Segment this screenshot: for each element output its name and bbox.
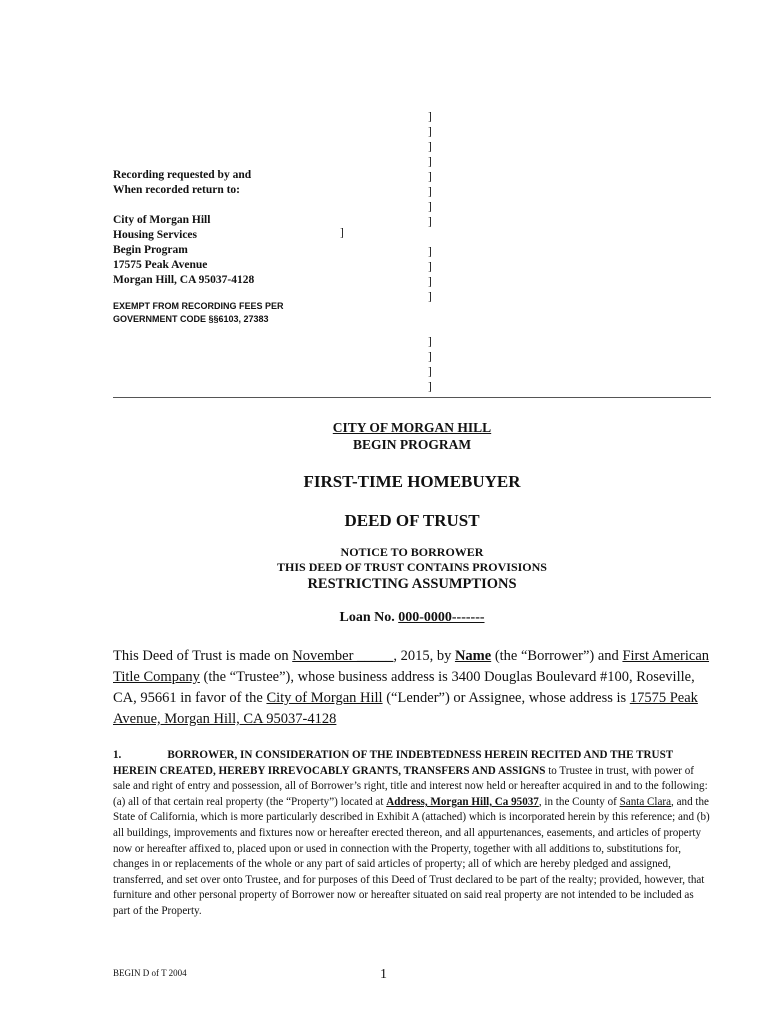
intro-text: , 2015, by (393, 648, 455, 664)
bracket: ] (428, 201, 432, 213)
exempt-notice (113, 300, 284, 326)
borrower-name: Name (454, 648, 492, 664)
notice-to-borrower (113, 545, 711, 575)
bracket: ] (428, 366, 432, 378)
document-title: DEED OF TRUST (344, 511, 480, 530)
exempt-line: GOVERNMENT CODE §§6103, 27383 (113, 314, 269, 324)
issuer-heading (113, 419, 711, 453)
recording-brackets (428, 110, 438, 395)
recording-requested-line: Recording requested by and (113, 169, 252, 181)
exempt-line: EXEMPT FROM RECORDING FEES PER (113, 301, 284, 311)
section-heading: BORROWER, IN CONSIDERATION OF THE INDEBTEDNESS HEREIN RECITED AND THE TRUST HEREIN CREATED, HEREBY IRREVOCABLY GRANTS, TRANSFERS AND ASSIGNS (113, 749, 673, 777)
city-title: CITY OF MORGAN HILL (332, 420, 492, 435)
section-number: 1. (113, 749, 122, 761)
loan-number-line (113, 610, 711, 626)
bracket: ] (428, 141, 432, 153)
return-address-line: Housing Services (113, 229, 198, 241)
intro-text: (the “Borrower”) and (491, 648, 623, 664)
notice-line: NOTICE TO BORROWER (340, 545, 484, 559)
return-address-line: 17575 Peak Avenue (113, 259, 208, 271)
lender-address: 17575 Peak Avenue, Morgan Hill, CA 95037-4128 (113, 690, 698, 727)
bracket: ] (428, 291, 432, 303)
bracket: ] (428, 111, 432, 123)
intro-text: This Deed of Trust is made on (113, 648, 293, 664)
notice-line: THIS DEED OF TRUST CONTAINS PROVISIONS (277, 560, 547, 574)
bracket: ] (428, 276, 432, 288)
homebuyer-title: FIRST-TIME HOMEBUYER (303, 472, 521, 491)
restricting-assumptions: RESTRICTING ASSUMPTIONS (307, 576, 517, 592)
bracket: ] (428, 186, 432, 198)
bracket: ] (428, 261, 432, 273)
bracket: ] (428, 216, 432, 228)
footer-form-id: BEGIN D of T 2004 (113, 968, 187, 978)
horizontal-rule (113, 397, 711, 398)
bracket: ] (428, 246, 432, 258)
bracket: ] (428, 171, 432, 183)
return-address-line: Begin Program (113, 244, 188, 256)
intro-paragraph (113, 646, 713, 730)
bracket: ] (428, 381, 432, 393)
program-title: BEGIN PROGRAM (352, 437, 472, 452)
section-text: , and the State of California, which is more particularly described in Exhibit A (attached) which is incorporated herein by this reference; and (b) all buildings, improvements and fixtures now or hereafter erected thereon, and all appurtenances, easements, and articles of property now or hereafter affixed to, placed upon or used in connection with the Property, together with all additions to, substitutions for, changes in or replacements of the whole or any part of said articles of property; all of which are hereby pledged and assigned, transferred, and set over onto Trustee, and for purposes of this Deed of Trust declared to be part of the realty; provided, however, that furniture and other personal property of Borrower now or hereafter situated on said real property are not intended to be included as part of the Property. (113, 795, 710, 917)
section-text: , in the County of (538, 795, 620, 808)
return-address-line: City of Morgan Hill (113, 214, 211, 226)
loan-label: Loan No. (339, 610, 399, 625)
page-number: 1 (380, 967, 387, 982)
intro-text: (“Lender”) or Assignee, whose address is (382, 690, 630, 706)
recording-block (113, 168, 254, 288)
section-1 (113, 748, 713, 920)
intro-text: (the “Trustee”), whose business address is 3400 Douglas Boulevard #100, Roseville, CA, 95661 in favor of the (113, 669, 695, 706)
section-text: to Trustee in trust, with power of sale and right of entry and possession, all of Borrower’s right, title and interest now held or hereafter acquired in and to the following: (a) all of that certain real property (the “Property”) located at (113, 764, 708, 808)
county-name: Santa Clara (619, 795, 672, 808)
bracket: ] (428, 336, 432, 348)
bracket: ] (428, 351, 432, 363)
deed-date: November _____ (292, 648, 394, 664)
bracket: ] (428, 156, 432, 168)
bracket: ] (428, 126, 432, 138)
property-address: Address, Morgan Hill, Ca 95037 (386, 795, 539, 808)
lender-name: City of Morgan Hill (266, 690, 383, 706)
bracket-middle: ] (340, 227, 344, 239)
return-to-line: When recorded return to: (113, 184, 241, 196)
trustee-name: First American Title Company (113, 648, 710, 685)
return-address-line: Morgan Hill, CA 95037-4128 (113, 274, 255, 286)
loan-number: 000-0000------- (398, 610, 485, 625)
